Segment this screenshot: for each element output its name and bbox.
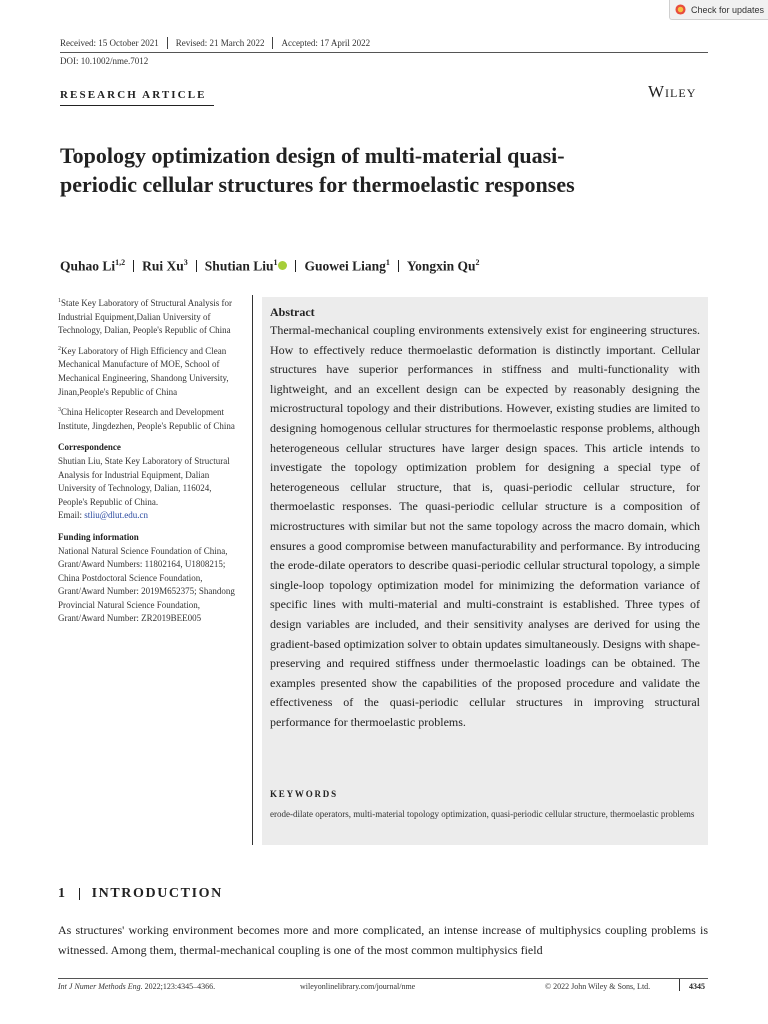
- keywords-heading: KEYWORDS: [270, 789, 338, 799]
- left-sidebar: [58, 295, 243, 626]
- author-list: [60, 258, 480, 275]
- article-type: RESEARCH ARTICLE: [60, 89, 207, 101]
- header-divider: [60, 52, 708, 53]
- footer-copyright: © 2022 John Wiley & Sons, Ltd.: [545, 982, 651, 991]
- author-separator: [196, 260, 197, 272]
- author[interactable]: Guowei Liang$^1$: [304, 258, 390, 274]
- revised-date: Revised: 21 March 2022: [175, 38, 265, 48]
- update-badge-icon: [675, 4, 686, 15]
- email-link[interactable]: stliu@dlut.edu.cn: [84, 510, 149, 521]
- article-type-underline: [60, 105, 214, 106]
- author-separator: [295, 260, 296, 272]
- footer-journal-url[interactable]: wileyonlinelibrary.com/journal/nme: [300, 982, 416, 991]
- date-separator: [272, 37, 273, 49]
- author[interactable]: Rui Xu$^3$: [142, 258, 188, 274]
- affiliation: $^3$China Helicopter Research and Development Institute, Jingdezhen, People's Republic of China: [58, 407, 235, 431]
- publisher-logo: Wiley: [648, 82, 697, 101]
- author-separator: [133, 260, 134, 272]
- footer-citation: Int J Numer Methods Eng. 2022;123:4345–4366.: [58, 982, 216, 991]
- accepted-date: Accepted: 17 April 2022: [281, 38, 371, 48]
- page-number: 4345: [689, 982, 705, 991]
- orcid-icon[interactable]: [278, 261, 287, 270]
- doi: DOI: 10.1002/nme.7012: [60, 56, 149, 66]
- funding-heading: Funding information: [58, 531, 139, 542]
- introduction-paragraph: As structures' working environment becomes more and more complicated, an intense increase of multiphysics coupling problems is witnessed. Among them, thermal-mechanical coupling is one of the most common multiphysics field: [58, 923, 708, 957]
- abstract-text: Thermal-mechanical coupling environments extensively exist for engineering structures. How to effectively reduce thermoelastic deformation is distinctly important. Cellular structures have superior performances in stiffness and multi-functionality with lightweight, and an excellent design can be expected by reasonably designing the microstructural topology and their distributions. However, existing studies are limited to designing homogenous cellular structures for thermoelastic response problems, although heterogeneous cellular structures have larger design spaces. This article intends to investigate the topology optimization problem for designing a special type of heterogeneous cellular structure, that is, quasi-periodic cellular structure, for thermoelastic responses. The quasi-periodic cellular structure is a composition of microstructures with similar but not the same topology across the macro domain, which ensures a good compromise between manufacturability and performance. By introducing the erode-dilate operators to describe quasi-periodic cellular structural topology, a simple single-loop topology optimization model for minimizing the deformation variance of specific lines with multi-material and multi-constraint is established. Three types of design variables are included, and their sensitivity analyses are derived for using the gradient-based optimization solver to obtain updates simultaneously. Designs with shape-preserving and required stiffness under thermoelastic loadings can be obtained. The examples presented show the capabilities of the proposed procedure and validate the effectiveness of the quasi-periodic cellular structures in improving structural performance for thermoelastic problems.: [270, 323, 700, 729]
- paper-title: Topology optimization design of multi-material quasi-periodic cellular structures for thermoelastic responses: [60, 143, 575, 197]
- author-separator: [398, 260, 399, 272]
- footer-separator: [679, 979, 680, 991]
- author[interactable]: Quhao Li$^{1,2}$: [60, 258, 126, 274]
- check-for-updates-button[interactable]: [669, 0, 768, 20]
- affiliation: $^2$Key Laboratory of High Efficiency and Clean Mechanical Manufacture of MOE, School of Mechanical Engineering, Shandong University, Jinan,People's Republic of China: [58, 345, 229, 397]
- funding-text: National Natural Science Foundation of China, Grant/Award Numbers: 11802164, U1808215; China Postdoctoral Science Foundation, Grant/Award Number: 2019M652375; Shandong Provincial Natural Science Foundation, Grant/Award Number: ZR2019BEE005: [58, 545, 235, 624]
- author[interactable]: Shutian Liu$^1$: [205, 258, 288, 275]
- section-title: INTRODUCTION: [91, 886, 223, 901]
- keywords-text: erode-dilate operators, multi-material topology optimization, quasi-periodic cellular structure, thermoelastic problems: [270, 809, 695, 819]
- author[interactable]: Yongxin Qu$^2$: [406, 258, 480, 274]
- footer-divider: [58, 978, 708, 979]
- section-number: 1: [58, 886, 67, 901]
- article-dates: [60, 37, 370, 49]
- correspondence-text: Shutian Liu, State Key Laboratory of Structural Analysis for Industrial Equipment, Dalian University of Technology, Dalian, 116024, People's Republic of China. Email: stliu@dlut.edu.cn: [58, 455, 230, 521]
- affiliation: $^1$State Key Laboratory of Structural Analysis for Industrial Equipment,Dalian University of Technology, Dalian, People's Republic of China: [58, 298, 232, 336]
- received-date: Received: 15 October 2021: [60, 38, 159, 48]
- abstract-heading: Abstract: [270, 305, 315, 319]
- section-heading-introduction: [58, 886, 223, 902]
- column-divider: [252, 295, 253, 845]
- check-for-updates-label: Check for updates: [691, 4, 765, 15]
- section-separator: [79, 888, 80, 900]
- correspondence-heading: Correspondence: [58, 442, 121, 453]
- date-separator: [167, 37, 168, 49]
